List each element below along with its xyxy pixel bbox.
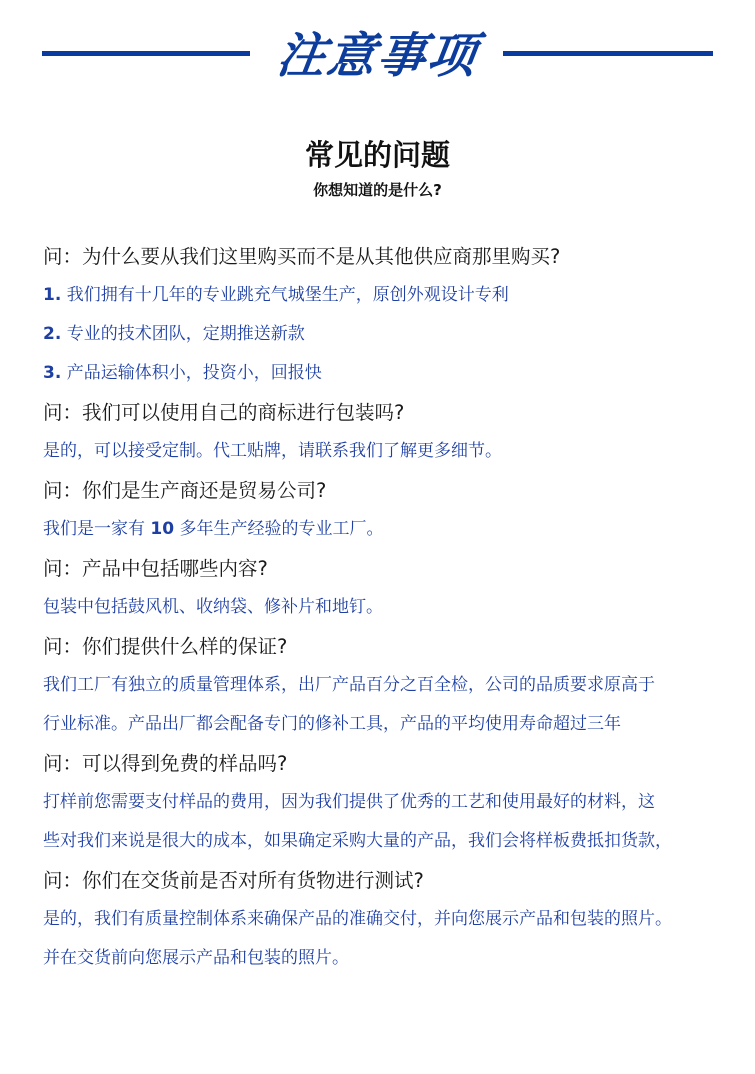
banner-line-right xyxy=(503,51,713,56)
faq-answer: 行业标准。产品出厂都会配备专门的修补工具，产品的平均使用寿命超过三年 xyxy=(43,714,621,734)
faq-question: 问：我们可以使用自己的商标进行包装吗? xyxy=(43,401,405,424)
faq-answer: 并在交货前向您展示产品和包装的照片。 xyxy=(43,948,349,968)
faq-answer: 我们工厂有独立的质量管理体系，出厂产品百分之百全检，公司的品质要求原高于 xyxy=(43,675,655,695)
answer-text: 我们拥有十几年的专业跳充气城堡生产，原创外观设计专利 xyxy=(61,285,509,305)
page-subtitle: 你想知道的是什么? xyxy=(313,181,442,199)
answer-number: 10 xyxy=(150,519,175,539)
faq-answer: 是的，我们有质量控制体系来确保产品的准确交付，并向您展示产品和包装的照片。 xyxy=(43,909,672,929)
faq-question: 问：你们在交货前是否对所有货物进行测试? xyxy=(43,869,424,892)
faq-question: 问：你们提供什么样的保证? xyxy=(43,635,288,658)
answer-text: 多年生产经验的专业工厂。 xyxy=(174,519,384,539)
faq-answer: 是的，可以接受定制。代工贴牌，请联系我们了解更多细节。 xyxy=(43,441,502,461)
answer-text-prefix: 我们是一家有 xyxy=(43,519,151,539)
answer-number: 1. xyxy=(43,285,62,305)
faq-answer xyxy=(43,283,748,322)
answer-text: 专业的技术团队，定期推送新款 xyxy=(61,324,305,344)
title-banner xyxy=(0,0,755,110)
faq-question: 问：可以得到免费的样品吗? xyxy=(43,752,288,775)
faq-answer: 包装中包括鼓风机、收纳袋、修补片和地钉。 xyxy=(43,597,383,617)
faq-question: 问：为什么要从我们这里购买而不是从其他供应商那里购买? xyxy=(43,245,561,268)
answer-number: 3. xyxy=(43,363,62,383)
answer-text: 产品运输体积小，投资小，回报快 xyxy=(61,363,322,383)
faq-question: 问：你们是生产商还是贸易公司? xyxy=(43,479,327,502)
faq-answer: 打样前您需要支付样品的费用，因为我们提供了优秀的工艺和使用最好的材料，这 xyxy=(43,792,655,812)
faq-answer: 些对我们来说是很大的成本，如果确定采购大量的产品，我们会将样板费抵扣货款， xyxy=(43,831,672,851)
banner-line-left xyxy=(42,51,250,56)
faq-answer xyxy=(43,322,748,361)
banner-title: 注意事项 xyxy=(273,28,482,84)
faq-list xyxy=(43,244,748,985)
faq-question: 问：产品中包括哪些内容? xyxy=(43,557,268,580)
faq-answer xyxy=(43,517,748,556)
faq-answer xyxy=(43,361,748,400)
page-title: 常见的问题 xyxy=(304,138,450,172)
answer-number: 2. xyxy=(43,324,62,344)
